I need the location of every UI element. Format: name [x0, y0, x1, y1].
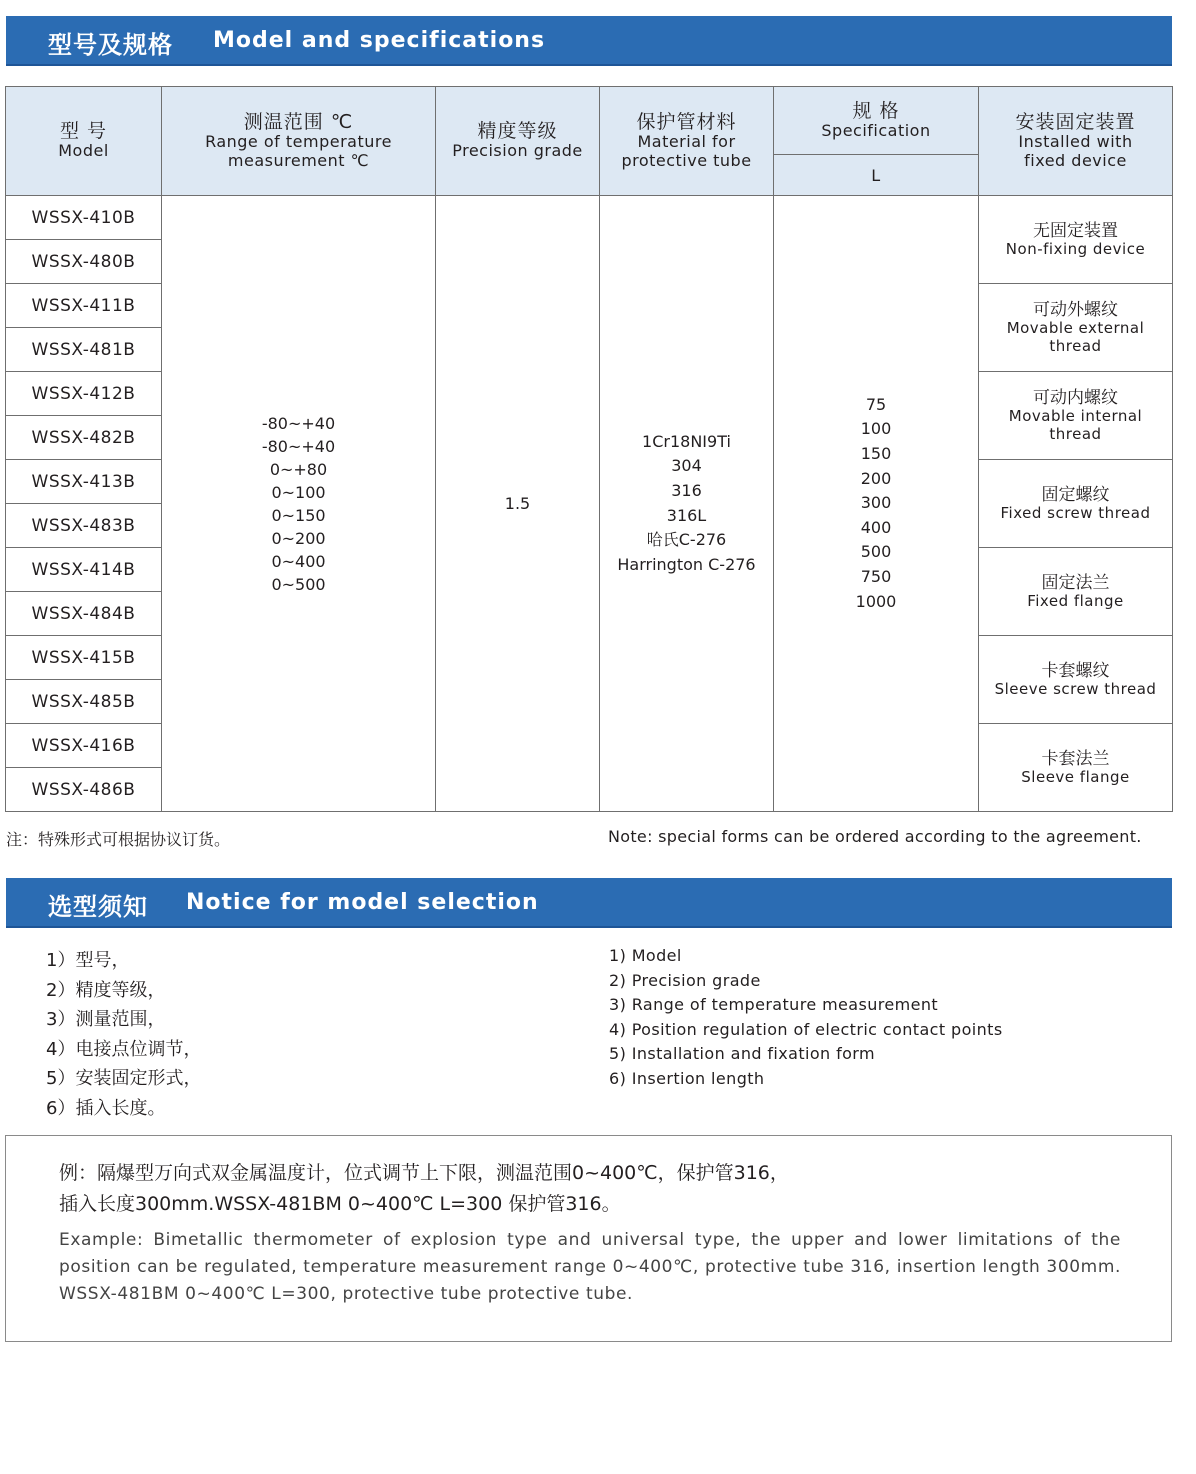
fixing-en: Sleeve flange — [1021, 767, 1130, 786]
header-install-en-2: fixed device — [1024, 150, 1127, 170]
example-cn — [59, 1158, 1139, 1220]
length-value: 500 — [860, 542, 892, 562]
example-box — [5, 1135, 1172, 1342]
length-value: 750 — [860, 566, 892, 586]
list-item: 4) Position regulation of electric contact points — [609, 1019, 1003, 1039]
list-item: 6) Insertion length — [609, 1068, 765, 1088]
length-cell — [774, 196, 979, 812]
header-install-en-1: Installed with — [1018, 131, 1133, 151]
header-material — [600, 87, 774, 196]
list-item: 5) Installation and fixation form — [609, 1044, 875, 1064]
header-spec — [774, 87, 979, 155]
section-banner-notice — [6, 878, 1172, 928]
length-value: 1000 — [855, 591, 897, 611]
header-spec-l: L — [871, 165, 881, 185]
header-precision-en: Precision grade — [452, 141, 583, 160]
range-value: 0~500 — [271, 574, 326, 594]
fixing-en: thread — [1049, 336, 1102, 355]
model-cell: WSSX-410B — [6, 196, 162, 240]
header-range-cn: 测温范围 ℃ — [243, 110, 354, 133]
model-cell: WSSX-412B — [6, 372, 162, 416]
length-value: 300 — [860, 493, 892, 513]
fixing-cell — [979, 196, 1173, 284]
note-en: Note: special forms can be ordered according to the agreement. — [608, 827, 1142, 846]
header-range-en-2: measurement ℃ — [227, 150, 370, 170]
notice-list-cn — [46, 946, 201, 1123]
range-value: 0~+80 — [269, 459, 328, 479]
header-precision — [436, 87, 600, 196]
material-value: 316L — [666, 505, 707, 525]
fixing-cn: 固定螺纹 — [1041, 484, 1110, 505]
fixing-cn: 可动外螺纹 — [1033, 299, 1118, 320]
range-value: -80~+40 — [261, 436, 336, 456]
fixing-cn: 无固定装置 — [1033, 220, 1118, 241]
spec-table — [5, 86, 1173, 812]
model-cell: WSSX-482B — [6, 416, 162, 460]
length-value: 150 — [860, 444, 892, 464]
fixing-cell — [979, 460, 1173, 548]
note-cn: 注：特殊形式可根据协议订货。 — [6, 830, 231, 849]
model-cell: WSSX-484B — [6, 592, 162, 636]
header-material-cn: 保护管材料 — [636, 110, 737, 133]
fixing-cell — [979, 636, 1173, 724]
model-cell: WSSX-480B — [6, 240, 162, 284]
model-cell: WSSX-414B — [6, 548, 162, 592]
length-value: 100 — [860, 419, 892, 439]
header-model-en: Model — [58, 141, 109, 160]
fixing-en: Non-fixing device — [1005, 239, 1146, 258]
section-title-cn: 型号及规格 — [48, 31, 173, 59]
model-cell: WSSX-483B — [6, 504, 162, 548]
list-item: 2）精度等级， — [46, 979, 166, 1001]
section-title-cn: 选型须知 — [48, 893, 148, 921]
range-value: 0~400 — [271, 551, 326, 571]
list-item: 3）测量范围， — [46, 1009, 166, 1030]
range-value: 0~100 — [271, 482, 326, 502]
header-spec-en: Specification — [821, 120, 931, 140]
length-value: 200 — [860, 468, 892, 488]
list-item: 4）电接点位调节， — [46, 1038, 202, 1060]
section-title-en: Model and specifications — [213, 28, 546, 53]
list-item: 1）型号， — [46, 950, 130, 971]
header-precision-cn: 精度等级 — [477, 120, 558, 142]
range-value: -80~+40 — [261, 413, 336, 433]
list-item: 6）插入长度。 — [46, 1097, 166, 1119]
fixing-cn: 卡套螺纹 — [1041, 660, 1110, 681]
material-value: Harrington C-276 — [617, 554, 756, 574]
fixing-cell — [979, 724, 1173, 812]
header-material-en-2: protective tube — [621, 150, 752, 170]
example-cn-line: 例：隔爆型万向式双金属温度计，位式调节上下限，测温范围0~400℃，保护管316， — [59, 1162, 789, 1184]
example-en: Example: Bimetallic thermometer of explosion type and universal type, the upper and lower limitations of the position can be regulated, temperature measurement range 0~400℃, protective tube 316, insertion length 300mm. WSSX-481BM 0~400℃ L=300, protective tube protective tube. — [59, 1230, 1121, 1304]
model-cell: WSSX-415B — [6, 636, 162, 680]
range-value: 0~200 — [271, 528, 326, 548]
range-cell — [162, 196, 436, 812]
fixing-cn: 固定法兰 — [1041, 572, 1110, 593]
list-item: 2) Precision grade — [609, 970, 761, 990]
model-cell: WSSX-485B — [6, 680, 162, 724]
length-value: 400 — [860, 517, 892, 537]
notice-list-en — [609, 944, 1003, 1092]
range-value: 0~150 — [271, 505, 326, 525]
fixing-en: Movable internal — [1008, 406, 1143, 425]
fixing-en: thread — [1049, 424, 1102, 443]
list-item: 3) Range of temperature measurement — [609, 995, 939, 1015]
example-cn-line: 插入长度300mm.WSSX-481BM 0~400℃ L=300 保护管316。 — [59, 1193, 621, 1215]
header-install — [979, 87, 1173, 196]
fixing-en: Fixed screw thread — [1000, 503, 1151, 522]
header-install-cn: 安装固定装置 — [1015, 110, 1136, 133]
fixing-cell — [979, 548, 1173, 636]
material-value: 316 — [671, 480, 702, 500]
header-spec-length — [774, 155, 979, 196]
header-spec-cn: 规 格 — [852, 99, 900, 122]
header-material-en-1: Material for — [637, 131, 736, 151]
section-banner-model-specs — [6, 16, 1172, 66]
material-value: 哈氏C-276 — [646, 530, 727, 550]
model-cell: WSSX-413B — [6, 460, 162, 504]
list-item: 5）安装固定形式， — [46, 1068, 202, 1089]
fixing-cn: 可动内螺纹 — [1033, 387, 1118, 408]
model-cell: WSSX-411B — [6, 284, 162, 328]
fixing-cn: 卡套法兰 — [1041, 748, 1110, 769]
material-value: 304 — [671, 456, 702, 476]
length-value: 75 — [865, 394, 887, 414]
header-model — [6, 87, 162, 196]
header-range — [162, 87, 436, 196]
precision-cell: 1.5 — [436, 196, 600, 812]
material-value: 1Cr18NI9Ti — [642, 431, 731, 451]
model-cell: WSSX-416B — [6, 724, 162, 768]
fixing-en: Movable external — [1006, 318, 1145, 337]
section-title-en: Notice for model selection — [186, 890, 539, 915]
fixing-cell — [979, 372, 1173, 460]
fixing-en: Sleeve screw thread — [994, 679, 1157, 698]
model-cell: WSSX-486B — [6, 768, 162, 812]
model-cell: WSSX-481B — [6, 328, 162, 372]
header-model-cn: 型 号 — [59, 120, 108, 142]
material-cell — [600, 196, 774, 812]
header-range-en-1: Range of temperature — [205, 131, 392, 151]
list-item: 1) Model — [609, 946, 682, 965]
fixing-cell — [979, 284, 1173, 372]
fixing-en: Fixed flange — [1027, 591, 1124, 610]
